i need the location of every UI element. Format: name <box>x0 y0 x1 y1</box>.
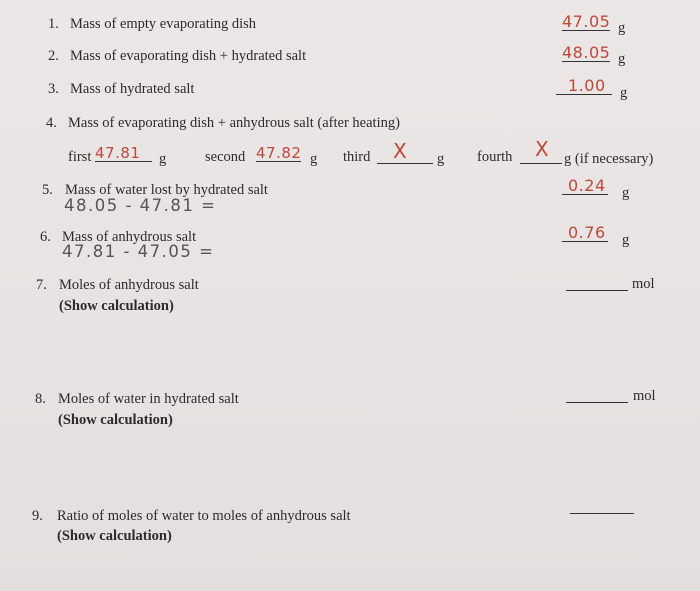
third-weighing-label: third <box>343 149 371 165</box>
item-8-instruction: (Show calculation) <box>58 412 173 428</box>
item-2-unit: g <box>618 51 626 67</box>
item-6-answer: 0.76 <box>562 225 608 242</box>
item-3-unit: g <box>620 85 628 101</box>
item-6-number: 6. <box>40 229 51 245</box>
item-7-unit: mol <box>632 276 655 292</box>
second-weighing-value: 47.82 <box>256 144 302 162</box>
item-8-blank <box>566 402 628 403</box>
item-8-label: Moles of water in hydrated salt <box>58 391 239 407</box>
fourth-weighing-value: X <box>535 137 549 161</box>
item-7-label: Moles of anhydrous salt <box>59 277 199 293</box>
third-weighing-blank <box>377 163 433 164</box>
fourth-weighing-blank <box>520 163 562 164</box>
fourth-weighing-label: fourth <box>477 149 513 165</box>
item-9-instruction: (Show calculation) <box>57 528 172 544</box>
item-5-unit: g <box>622 185 630 201</box>
item-5-number: 5. <box>42 182 53 198</box>
second-weighing-unit: g <box>310 151 318 167</box>
item-2-label: Mass of evaporating dish + hydrated salt <box>70 48 307 64</box>
item-9-label: Ratio of moles of water to moles of anhydrous salt <box>57 508 351 524</box>
item-9-blank <box>570 513 634 514</box>
item-6-work: 47.81 - 47.05 = <box>62 242 215 261</box>
item-1-answer: 47.05 <box>562 12 611 31</box>
item-7-number: 7. <box>36 277 47 293</box>
item-7-blank <box>566 290 628 291</box>
item-4-label: Mass of evaporating dish + anhydrous salt (after heating) <box>68 115 400 131</box>
item-1-unit: g <box>618 20 626 36</box>
item-2-number: 2. <box>48 48 59 64</box>
first-weighing-label: first <box>68 149 92 165</box>
item-6-label: Mass of anhydrous salt <box>62 229 197 245</box>
item-3-answer: 1.00 <box>556 78 612 95</box>
second-weighing-label: second <box>205 149 246 165</box>
item-7-instruction: (Show calculation) <box>59 298 174 314</box>
item-3-number: 3. <box>48 81 59 97</box>
third-weighing-value: X <box>393 139 407 163</box>
item-2-answer: 48.05 <box>562 43 611 62</box>
item-5-label: Mass of water lost by hydrated salt <box>65 182 268 198</box>
item-3-label: Mass of hydrated salt <box>70 81 195 97</box>
first-weighing-unit: g <box>159 151 167 167</box>
item-5-work: 48.05 - 47.81 = <box>64 196 217 215</box>
item-8-unit: mol <box>633 388 656 404</box>
third-weighing-unit: g <box>437 151 445 167</box>
item-9-number: 9. <box>32 508 43 524</box>
item-4-number: 4. <box>46 115 57 131</box>
fourth-weighing-unit: g (if necessary) <box>564 151 654 167</box>
item-8-number: 8. <box>35 391 46 407</box>
item-6-unit: g <box>622 232 630 248</box>
item-1-label: Mass of empty evaporating dish <box>70 16 257 32</box>
first-weighing-value: 47.81 <box>95 146 152 162</box>
item-1-number: 1. <box>48 16 59 32</box>
item-5-answer: 0.24 <box>562 178 608 195</box>
